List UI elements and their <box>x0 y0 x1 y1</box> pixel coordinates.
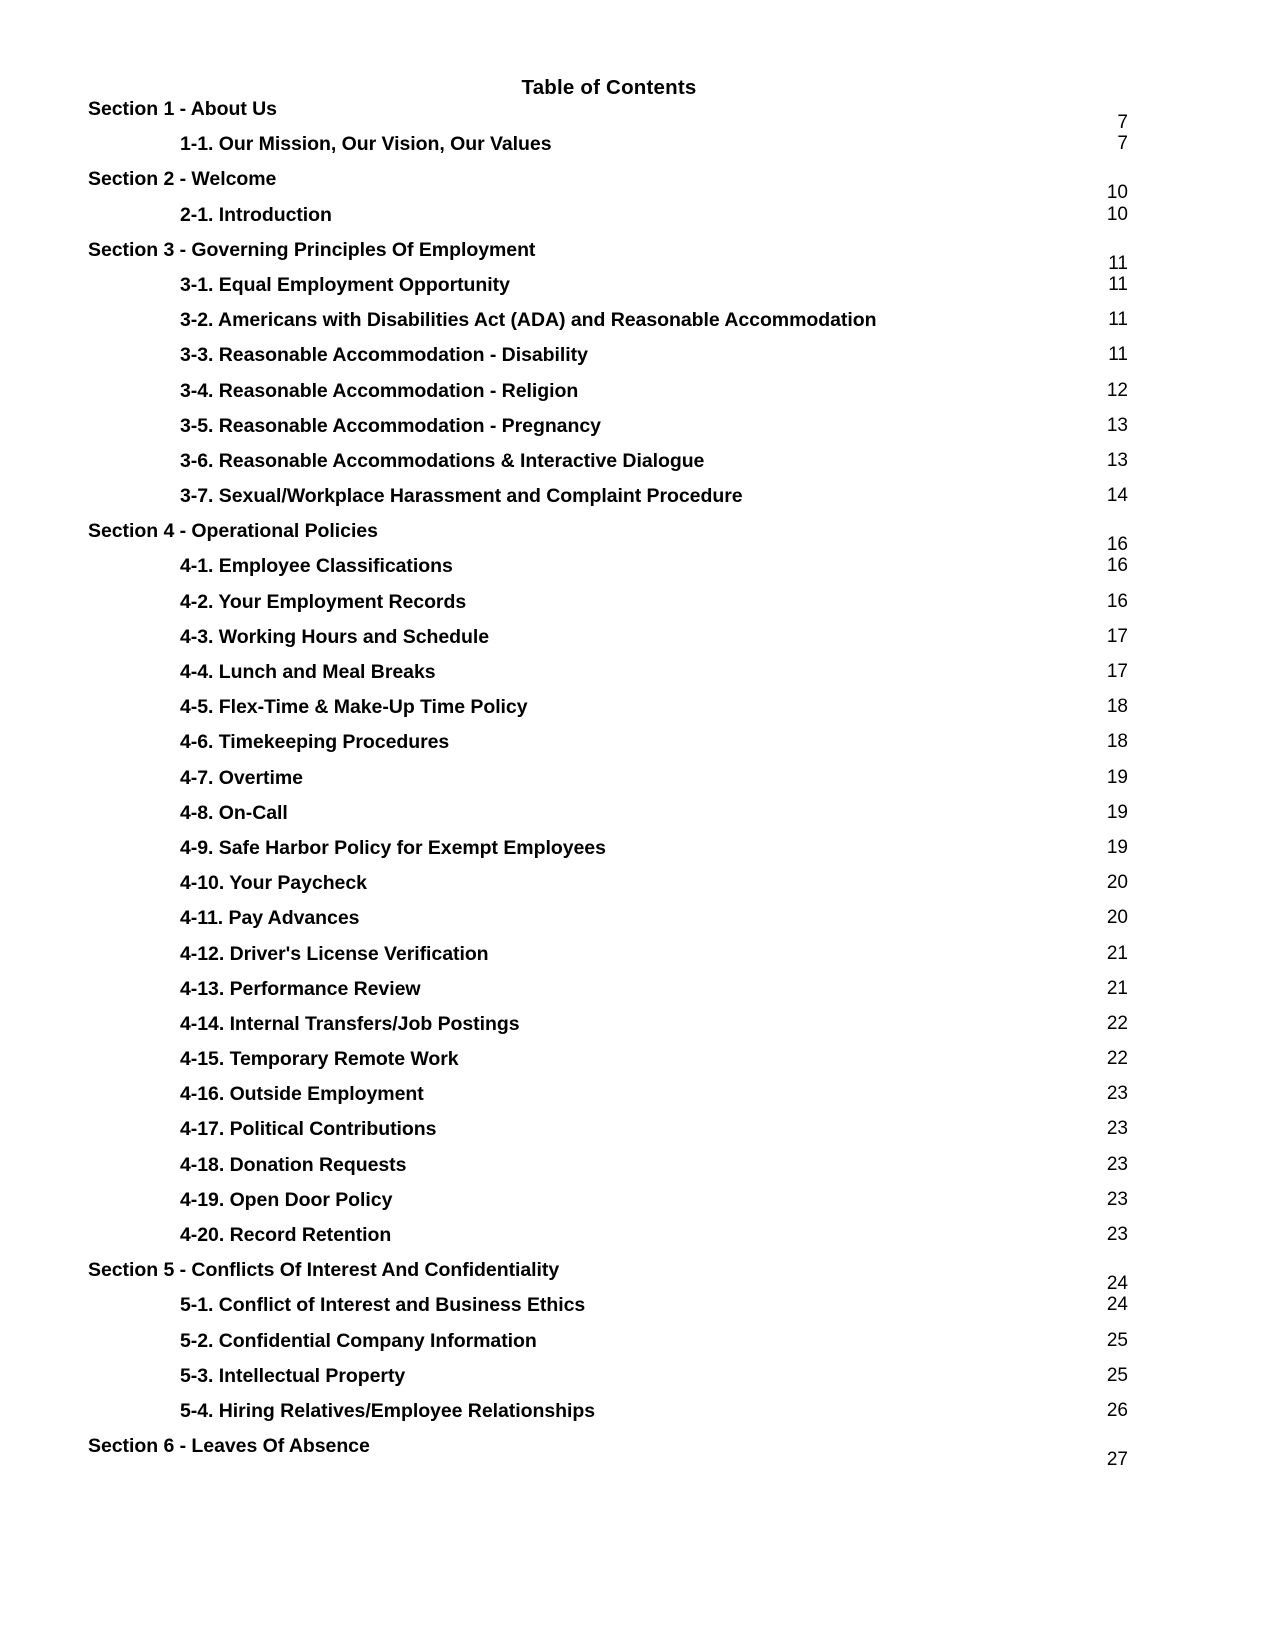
toc-subsection-label: 4-12. Driver's License Verification <box>180 942 489 965</box>
toc-page-number: 27 <box>1106 1449 1128 1471</box>
toc-entry-row[interactable] <box>0 1259 1275 1294</box>
toc-entry-row[interactable] <box>0 98 1275 133</box>
toc-page-number: 24 <box>1106 1273 1128 1295</box>
toc-page-number: 11 <box>1108 309 1128 331</box>
toc-subsection-label: 5-1. Conflict of Interest and Business Ethics <box>180 1294 586 1317</box>
toc-page-number: 25 <box>1106 1329 1128 1351</box>
toc-page-number: 16 <box>1106 534 1128 556</box>
toc-page-number: 7 <box>1117 112 1128 133</box>
toc-entry-row[interactable] <box>0 767 1275 802</box>
toc-entry-row[interactable] <box>0 837 1275 872</box>
toc-page-number: 22 <box>1106 1048 1128 1070</box>
toc-page-number: 11 <box>1108 344 1128 366</box>
toc-entry-row[interactable] <box>0 1400 1275 1435</box>
toc-page-number: 10 <box>1106 182 1128 204</box>
toc-subsection-label: 4-19. Open Door Policy <box>180 1188 393 1211</box>
toc-subsection-label: 4-1. Employee Classifications <box>180 555 453 578</box>
toc-entry-row[interactable] <box>0 802 1275 837</box>
toc-page-number: 23 <box>1106 1224 1128 1245</box>
toc-page-number: 23 <box>1106 1153 1128 1175</box>
toc-entry-row[interactable] <box>0 591 1275 626</box>
toc-page-number: 11 <box>1108 252 1128 274</box>
toc-subsection-label: 3-4. Reasonable Accommodation - Religion <box>180 379 579 402</box>
toc-page-number: 19 <box>1106 766 1128 788</box>
toc-section-label: Section 4 - Operational Policies <box>88 520 378 543</box>
toc-page-number: 23 <box>1106 1118 1128 1140</box>
toc-subsection-label: 4-4. Lunch and Meal Breaks <box>180 661 436 683</box>
toc-subsection-label: 3-1. Equal Employment Opportunity <box>180 273 510 296</box>
toc-page-number: 20 <box>1106 907 1128 929</box>
toc-subsection-label: 3-7. Sexual/Workplace Harassment and Complaint Procedure <box>180 485 743 508</box>
toc-entry-row[interactable] <box>0 274 1275 309</box>
toc-entry-row[interactable] <box>0 1013 1275 1048</box>
toc-entry-row[interactable] <box>0 239 1275 274</box>
toc-entry-row[interactable] <box>0 1435 1275 1470</box>
toc-subsection-label: 3-2. Americans with Disabilities Act (ADA) and Reasonable Accommodation <box>180 309 877 332</box>
toc-page-number: 23 <box>1106 1083 1128 1105</box>
toc-entry-row[interactable] <box>0 309 1275 344</box>
toc-entry-row[interactable] <box>0 943 1275 978</box>
toc-section-label: Section 3 - Governing Principles Of Employment <box>88 238 536 261</box>
toc-section-label: Section 2 - Welcome <box>88 168 277 191</box>
toc-entry-row[interactable] <box>0 380 1275 415</box>
toc-entry-row[interactable] <box>0 661 1275 696</box>
toc-entry-row[interactable] <box>0 696 1275 731</box>
toc-entry-row[interactable] <box>0 520 1275 555</box>
toc-page-number: 16 <box>1106 555 1128 577</box>
toc-page-number: 13 <box>1106 449 1128 471</box>
toc-page-number: 18 <box>1106 696 1128 718</box>
toc-entry-row[interactable] <box>0 626 1275 661</box>
toc-page-number: 24 <box>1106 1294 1128 1316</box>
toc-page-number: 23 <box>1106 1188 1128 1210</box>
toc-page-number: 13 <box>1106 414 1128 436</box>
toc-subsection-label: 1-1. Our Mission, Our Vision, Our Values <box>180 133 552 156</box>
toc-page-number: 21 <box>1106 942 1128 964</box>
toc-subsection-label: 4-17. Political Contributions <box>180 1118 437 1141</box>
toc-subsection-label: 4-15. Temporary Remote Work <box>180 1048 459 1071</box>
toc-subsection-label: 5-4. Hiring Relatives/Employee Relationships <box>180 1399 596 1422</box>
toc-entry-row[interactable] <box>0 485 1275 520</box>
toc-entry-row[interactable] <box>0 907 1275 942</box>
toc-page-number: 11 <box>1108 273 1128 295</box>
toc-subsection-label: 4-20. Record Retention <box>180 1224 392 1246</box>
toc-entry-row[interactable] <box>0 204 1275 239</box>
toc-subsection-label: 4-16. Outside Employment <box>180 1083 424 1106</box>
toc-subsection-label: 5-3. Intellectual Property <box>180 1364 406 1387</box>
toc-entry-row[interactable] <box>0 1083 1275 1118</box>
toc-section-label: Section 6 - Leaves Of Absence <box>88 1435 370 1458</box>
toc-section-label: Section 1 - About Us <box>88 98 277 120</box>
toc-page-number: 19 <box>1106 801 1128 823</box>
toc-entry-row[interactable] <box>0 415 1275 450</box>
toc-entry-row[interactable] <box>0 450 1275 485</box>
toc-entry-row[interactable] <box>0 872 1275 907</box>
toc-page-number: 10 <box>1106 203 1128 225</box>
toc-entry-row[interactable] <box>0 1118 1275 1153</box>
toc-entry-row[interactable] <box>0 344 1275 379</box>
toc-page-number: 20 <box>1106 872 1128 894</box>
toc-subsection-label: 4-18. Donation Requests <box>180 1153 407 1176</box>
toc-subsection-label: 4-2. Your Employment Records <box>180 590 467 613</box>
toc-subsection-label: 4-6. Timekeeping Procedures <box>180 731 450 754</box>
toc-subsection-label: 4-9. Safe Harbor Policy for Exempt Employees <box>180 836 606 859</box>
toc-entry-row[interactable] <box>0 1224 1275 1259</box>
toc-subsection-label: 4-14. Internal Transfers/Job Postings <box>180 1012 520 1035</box>
toc-page-number: 21 <box>1106 977 1128 999</box>
toc-page-number: 16 <box>1106 590 1128 612</box>
table-of-contents-list <box>0 98 1275 1470</box>
toc-page-number: 18 <box>1106 731 1128 753</box>
toc-page-number: 19 <box>1106 836 1128 858</box>
toc-entry-row[interactable] <box>0 555 1275 590</box>
toc-entry-row[interactable] <box>0 1048 1275 1083</box>
toc-subsection-label: 3-3. Reasonable Accommodation - Disability <box>180 344 588 367</box>
toc-entry-row[interactable] <box>0 1330 1275 1365</box>
toc-subsection-label: 4-7. Overtime <box>180 766 303 789</box>
toc-subsection-label: 3-5. Reasonable Accommodation - Pregnancy <box>180 414 601 437</box>
toc-page-number: 22 <box>1106 1012 1128 1034</box>
toc-entry-row[interactable] <box>0 1154 1275 1189</box>
toc-entry-row[interactable] <box>0 168 1275 203</box>
toc-page-number: 14 <box>1106 485 1128 507</box>
toc-page-number: 7 <box>1117 133 1128 155</box>
toc-subsection-label: 4-3. Working Hours and Schedule <box>180 625 490 648</box>
toc-entry-row[interactable] <box>0 1365 1275 1400</box>
toc-subsection-label: 2-1. Introduction <box>180 203 332 226</box>
toc-entry-row[interactable] <box>0 978 1275 1013</box>
toc-subsection-label: 4-5. Flex-Time & Make-Up Time Policy <box>180 696 528 719</box>
toc-entry-row[interactable] <box>0 731 1275 766</box>
toc-section-label: Section 5 - Conflicts Of Interest And Confidentiality <box>88 1259 560 1282</box>
toc-page-number: 12 <box>1106 379 1128 401</box>
toc-subsection-label: 4-13. Performance Review <box>180 977 421 1000</box>
toc-subsection-label: 5-2. Confidential Company Information <box>180 1329 537 1352</box>
toc-page-number: 17 <box>1106 625 1128 647</box>
toc-entry-row[interactable] <box>0 133 1275 168</box>
toc-subsection-label: 4-11. Pay Advances <box>180 907 360 930</box>
toc-entry-row[interactable] <box>0 1294 1275 1329</box>
toc-subsection-label: 4-8. On-Call <box>180 801 288 824</box>
toc-subsection-label: 3-6. Reasonable Accommodations & Interactive Dialogue <box>180 449 705 472</box>
toc-page-number: 17 <box>1106 661 1128 682</box>
toc-entry-row[interactable] <box>0 1189 1275 1224</box>
toc-page-number: 26 <box>1106 1399 1128 1421</box>
toc-subsection-label: 4-10. Your Paycheck <box>180 872 367 895</box>
toc-page-number: 25 <box>1106 1364 1128 1386</box>
page-title: Table of Contents <box>521 76 697 99</box>
